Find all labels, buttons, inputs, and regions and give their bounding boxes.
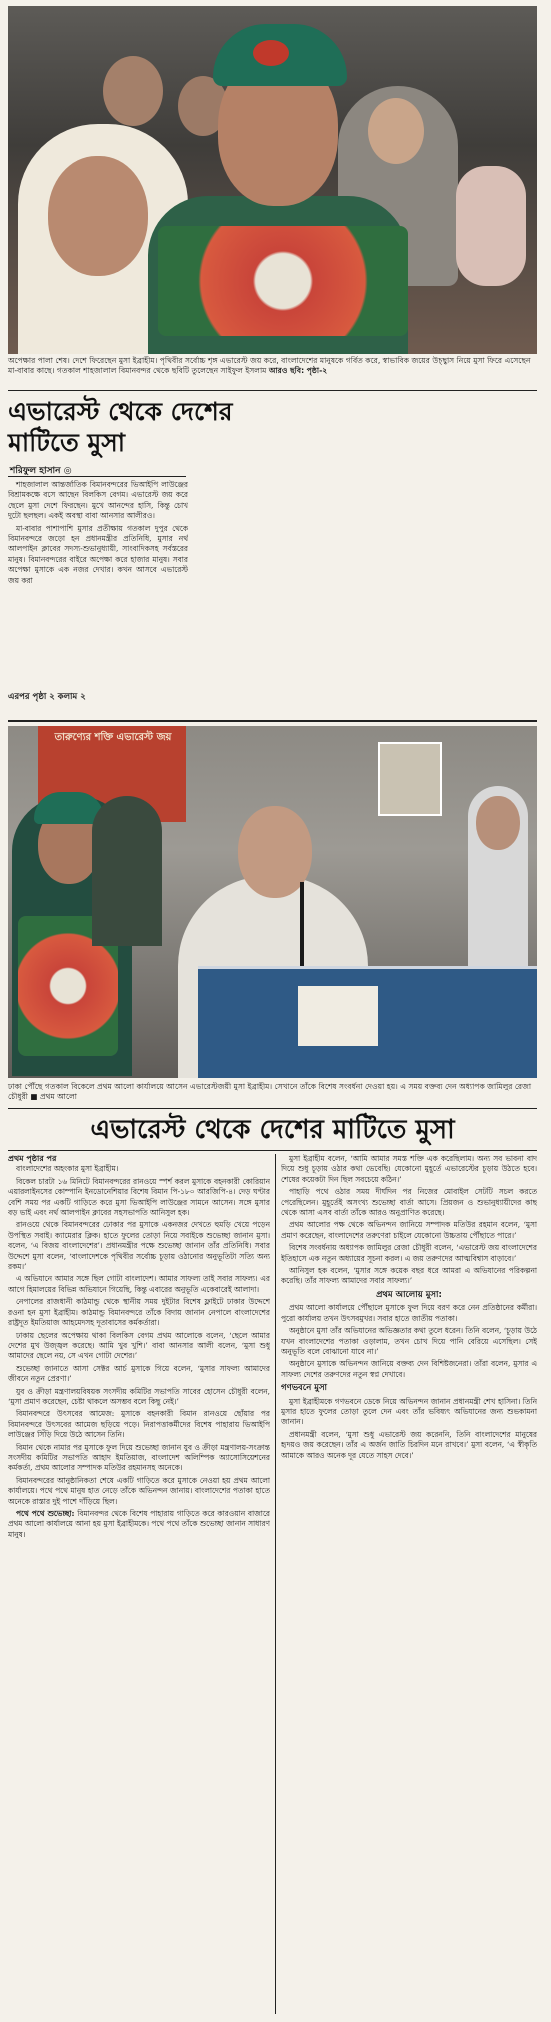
top-photo-caption: [8, 356, 537, 386]
inner-headline: এভারেস্ট থেকে দেশের মাটিতে মুসা: [90, 1115, 455, 1145]
audience-face: [476, 796, 520, 850]
byline-mark: ◎: [63, 466, 72, 476]
front-paragraph: শাহজালাল আন্তর্জাতিক বিমানবন্দরের ভিআইপি লাউঞ্জের বিশ্রামকক্ষে বসে আছেন বিলকিস বেগম। এভারেস্ট জয় করে ছেলে মুসা দেশে ফিরছেন। মুখে আনন্দের হাসি, কিন্তু চোখ দুটো ছলছল। একই অবস্থা বাবা আনসার আলীরও।: [8, 480, 188, 521]
lead: বাংলাদেশের অহংকার মুসা ইব্রাহীম।: [16, 1164, 119, 1174]
column-rule: [275, 1154, 276, 2014]
inner-right-column: [281, 1154, 537, 2018]
front-headline: [8, 396, 278, 458]
front-headline-line1: এভারেস্ট থেকে দেশের: [8, 397, 233, 426]
divider: [8, 390, 537, 391]
inner-paragraph: এ অভিযানে আমার সঙ্গে ছিল গোটা বাংলাদেশ। আমার সাফল্য তাই সবার সাফল্য। এর আগে হিমালয়ের বিভিন্ন অভিযানে গিয়েছি, কিন্তু এবারের অনুভূতি একেবারেই আলাদা।: [8, 1274, 270, 1294]
inner-paragraph: বিমানবন্দরে উৎসবের আমেজ: মুসাকে বহনকারী বিমান রানওয়ে ছোঁয়ার পর বিমানবন্দরে উৎসবের আমেজ ছড়িয়ে পড়ে। নিরাপত্তাকর্মীদের বিশেষ পাহারায় ভিআইপি লাউঞ্জের সিঁড়ি দিয়ে উঠে আসেন তিনি।: [8, 1409, 270, 1440]
inner-paragraph: বিকেল চারটা ১৬ মিনিটে বিমানবন্দরের রানওয়ে স্পর্শ করল মুসাকে বহনকারী কোরিয়ান এয়ারলাইনসের কোম্পানি ইনডোনেশিয়ার বিশেষ বিমান পি-১৮০ আরজিপি-৪। দেড় ঘণ্টার বেশি সময় পর একটি গাড়িতে করে মুসা ভিআইপি লাউঞ্জের সামনে আসেন। সঙ্গে মুসার বড় ভাই এবং নর্থ আলপাইন ক্লাবের সহসভাপতি আনিসুল হক।: [8, 1176, 270, 1218]
child-figure: [456, 166, 526, 286]
flower-garland: [158, 226, 408, 336]
inner-paragraph: মুসা ইব্রাহীমকে গণভবনে ডেকে নিয়ে অভিনন্দন জানান প্রধানমন্ত্রী শেখ হাসিনা। তিনি মুসার হাতে ফুলের তোড়া তুলে দেন এবং তাঁর ভবিষ্যৎ অভিযানের জন্য শুভকামনা জানান।: [281, 1396, 537, 1427]
headline-rule: [8, 1150, 537, 1151]
banner-text: তারুণ্যের শক্তি এভারেস্ট জয়: [54, 732, 172, 743]
subhead-office: প্রথম আলোয় মুসা:: [376, 1289, 442, 1300]
crowd-figure: [368, 98, 424, 164]
inner-paragraph: অনুষ্ঠানে মুসাকে অভিনন্দন জানিয়ে বক্তব্য দেন বিশিষ্টজনেরা। তাঁরা বলেন, মুসার এ সাফল্য দেশের তরুণদের নতুন স্বপ্ন দেখাবে।: [281, 1359, 537, 1379]
front-headline-line2: মাটিতে মুসা: [8, 428, 126, 457]
inner-paragraph: আনিসুল হক বলেন, ‘মুসার সঙ্গে কয়েক বছর ধরে আমরা এ অভিযানের পরিকল্পনা করেছি। তাঁর সাফল্য আমাদের সবার সাফল্য।’: [281, 1266, 537, 1286]
inner-paragraph: বিমান থেকে নামার পর মুসাকে ফুল দিয়ে শুভেচ্ছা জানান যুব ও ক্রীড়া মন্ত্রণালয়-সংক্রান্ত সংসদীয় কমিটির সভাপতি আহাদ ইমতিয়াজ, বাংলাদেশ অলিম্পিক অ্যাসোসিয়েশনের কর্মকর্তা, প্রথম আলোর সম্পাদক মতিউর রহমানসহ অনেকে।: [8, 1442, 270, 1473]
inner-paragraph: শুভেচ্ছা জানাতে আসা সেক্টর আর্চ মুসাকে গিয়ে বলেন, ‘মুসার সাফল্য আমাদের জীবনে নতুন প্রেরণা।’: [8, 1363, 270, 1384]
mother-face: [48, 156, 148, 276]
section-divider: [8, 720, 537, 722]
office-photo-caption: ঢাকা পৌঁছে গতকাল বিকেলে প্রথম আলো কার্যালয়ে আসেন এভারেস্টজয়ী মুসা ইব্রাহীম। সেখানে তাঁকে বিশেষ সংবর্ধনা দেওয়া হয়। এ সময় বক্তব্য দেন অধ্যাপক জামিলুর রেজা চৌধুরী ■ প্রথম আলো: [8, 1082, 532, 1101]
inner-paragraph: রানওয়ে থেকে বিমানবন্দরের ঢোকার পর মুসাকে একনজর দেখতে হুমড়ি খেয়ে পড়েন উপস্থিত সবাই। ক্যামেরার ক্লিক। হাতে ফুলের তোড়া নিয়ে সবাইকে শুভেচ্ছা জানান মুসা। বলেন, ‘এ বিজয় বাংলাদেশের’। প্রধানমন্ত্রীর পক্ষে শুভেচ্ছা জানান তাঁর প্রতিনিধি। সবার উদ্দেশে মুসা বলেন, ‘বাংলাদেশকে পৃথিবীর সর্বোচ্চ চূড়ায় ওঠানোর অনুভূতিটা সত্যি অন্য রকম।’: [8, 1220, 270, 1272]
front-paragraph: মা-বাবার পাশাপাশি মুসার প্রতীক্ষায় গতকাল দুপুর থেকে বিমানবন্দরে জড়ো হন প্রধানমন্ত্রীর প্রতিনিধি, মুসার নর্থ আলপাইন ক্লাবের সদস্য-শুভানুধ্যায়ী, সাংবাদিকসহ সর্বস্তরের মানুষ। বিমানবন্দরের বাইরে অপেক্ষা করে হাজার মানুষ। সবার অপেক্ষা মুসাকে এক নজর দেখার। কখন আসবে এভারেস্ট জয় করা: [8, 523, 188, 585]
inner-paragraph: প্রধানমন্ত্রী বলেন, ‘মুসা শুধু এভারেস্ট জয় করেননি, তিনি বাংলাদেশের মানুষের হৃদয়ও জয় করেছেন। তাঁর এ অর্জন জাতি চিরদিন মনে রাখবে।’ মুসা বলেন, ‘এ স্বীকৃতি আমাকে আরও অনেক দূর যেতে সাহস দেবে।’: [281, 1429, 537, 1460]
inner-paragraph: অনুষ্ঠানে মুসা তাঁর অভিযানের অভিজ্ঞতার কথা তুলে ধরেন। তিনি বলেন, ‘চূড়ায় উঠে যখন বাংলাদেশের পতাকা ওড়ালাম, তখন চোখ দিয়ে পানি বেরিয়ে এসেছিল। সেই অনুভূতি বলে বোঝানো যাবে না।’: [281, 1326, 537, 1356]
inner-paragraph: প্রথম আলো কার্যালয়ে পৌঁছালে মুসাকে ফুল দিয়ে বরণ করে নেন প্রতিষ্ঠানের কর্মীরা। পুরো কার্যালয় তখন উৎসবমুখর। সবার হাতে জাতীয় পতাকা।: [281, 1303, 537, 1323]
office-photo: [8, 726, 537, 1078]
byline-rule: [8, 476, 186, 477]
cap-emblem: [253, 40, 289, 66]
inner-paragraph: পাহাড়ি পথে ওঠার সময় দীর্ঘদিন পর নিজের মোবাইল সেটটি সচল করতে পেরেছিলেন। মুহূর্তেই অসংখ্য শুভেচ্ছা বার্তা আসে। প্রিয়জন ও শুভানুধ্যায়ীদের কাছ থেকে আসা এসব বার্তা তাঁকে আরও অনুপ্রাণিত করেছে।: [281, 1187, 537, 1218]
subhead-ganabhaban: গণভবনে মুসা: [281, 1383, 328, 1394]
continued-link[interactable]: [8, 690, 86, 704]
guest-figure: [92, 796, 162, 946]
top-caption-text: অপেক্ষার পালা শেষ। দেশে ফিরেছেন মুসা ইব্রাহীম। পৃথিবীর সর্বোচ্চ শৃঙ্গ এভারেস্ট জয় করে, বাংলাদেশের মানুষকে গর্বিত করে, স্বাভাবিক জয়ের উচ্ছ্বাস নিয়ে মুসা ফিরে এসেছেন মা-বাবার কাছে। গতকাল শাহজালাল বিমানবন্দর থেকে ছবিটি তুলেছেন সাইফুল ইসলাম: [8, 356, 531, 375]
inner-paragraph: যুব ও ক্রীড়া মন্ত্রণালয়বিষয়ক সংসদীয় কমিটির সভাপতি সাবের হোসেন চৌধুরী বলেন, ‘মুসা প্রমাণ করেছেন, চেষ্টা থাকলে অসম্ভব বলে কিছু নেই।’: [8, 1386, 270, 1406]
divider: [8, 1108, 537, 1109]
subhead-road: পথে পথে শুভেচ্ছা:: [16, 1509, 75, 1518]
inner-left-column: [8, 1154, 270, 2018]
crowd-figure: [103, 56, 163, 126]
inner-paragraph: মুসা ইব্রাহীম বলেন, ‘আমি আমার সমস্ত শক্তি এক করেছিলাম। অন্য সব ভাবনা বাদ দিয়ে শুধু চূড়ায় ওঠার কথা ভেবেছি। যেকোনো মুহূর্তে এভারেস্টের চূড়ায় উঠতে হবে। শেষের কয়েকটা দিন ছিল সবচেয়ে কঠিন।’: [281, 1154, 537, 1184]
inner-paragraph: প্রথম আলোর পক্ষ থেকে অভিনন্দন জানিয়ে সম্পাদক মতিউর রহমান বলেন, ‘মুসা প্রমাণ করেছেন, বাংলাদেশের তরুণেরা চাইলে যেকোনো উচ্চতায় পৌঁছাতে পারে।’: [281, 1220, 537, 1240]
inner-paragraph: নেপালের রাজধানী কাঠমান্ডু থেকে স্থানীয় সময় দুইটার বিশেষ ফ্লাইটে ঢাকার উদ্দেশে রওনা হন মুসা ইব্রাহীম। কাঠমান্ডু বিমানবন্দরে তাঁকে বিদায় জানান নেপালে বাংলাদেশের রাষ্ট্রদূত ইমতিয়াজ আহমেদসহ দূতাবাসের কর্মকর্তারা।: [8, 1297, 270, 1328]
inner-paragraph: বিমানবন্দর থেকে বিশেষ পাহারায় গাড়িতে করে কারওয়ান বাজারে প্রথম আলো কার্যালয়ে আনা হয় মুসা ইব্রাহীমকে। পথে পথে তাঁকে শুভেচ্ছা জানান সাধারণ মানুষ।: [8, 1509, 270, 1539]
wall-poster: [378, 742, 442, 816]
inner-paragraph: বিশেষ সংবর্ধনায় অধ্যাপক জামিলুর রেজা চৌধুরী বলেন, ‘এভারেস্ট জয় বাংলাদেশের ইতিহাসে এক নতুন অধ্যায়ের সূচনা করল। এ জয় তরুণদের আত্মবিশ্বাস বাড়াবে।’: [281, 1243, 537, 1263]
more-photos-link[interactable]: আরও ছবি: পৃষ্ঠা-২: [268, 366, 328, 375]
kicker: প্রথম পৃষ্ঠার পর: [8, 1154, 57, 1163]
continued-text: এরপর পৃষ্ঠা ২ কলাম ২: [8, 692, 86, 702]
byline-text: শরিফুল হাসান: [10, 466, 61, 476]
front-article-body: [8, 480, 188, 690]
top-photo: [8, 6, 537, 354]
podium-sign: [298, 986, 378, 1046]
inner-paragraph: বিমানবন্দরের আনুষ্ঠানিকতা শেষে একটি গাড়িতে করে মুসাকে নেওয়া হয় প্রথম আলো কার্যালয়ে। পথে পথে মানুষ হাত নেড়ে তাঁকে অভিনন্দন জানায়। বাংলাদেশের পতাকা হাতে অনেকে রাস্তার দুই পাশে দাঁড়িয়ে ছিল।: [8, 1475, 270, 1506]
inner-paragraph: ঢাকায় ছেলের অপেক্ষায় থাকা বিলকিস বেগম প্রথম আলোকে বলেন, ‘ছেলে আমার দেশের মুখ উজ্জ্বল করেছে। আমি খুব খুশি।’ বাবা আনসার আলী বলেন, ‘মুসা শুধু আমাদের ছেলে নয়, সে এখন গোটা দেশের।’: [8, 1330, 270, 1361]
